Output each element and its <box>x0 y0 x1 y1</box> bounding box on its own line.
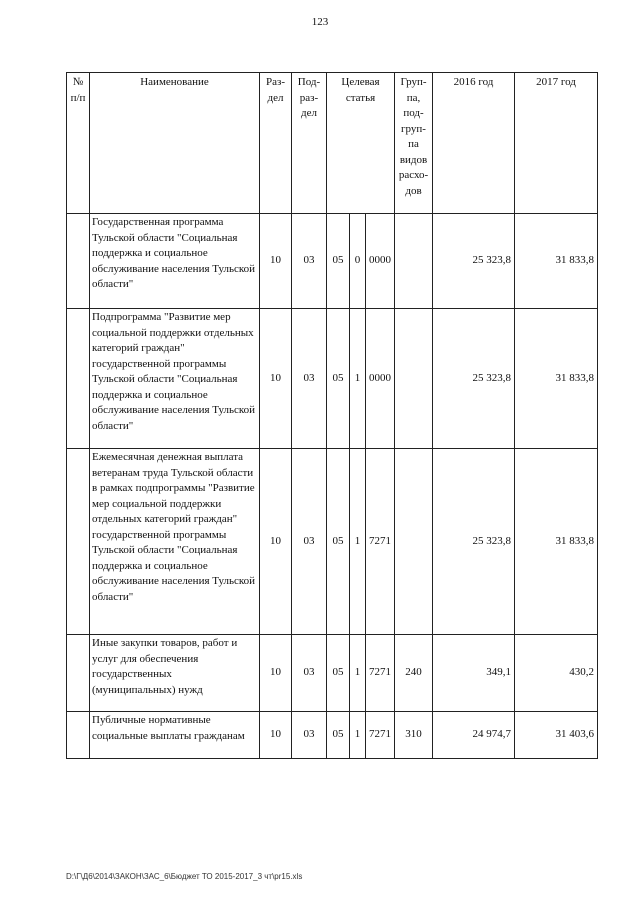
cell-name: Иные закупки товаров, работ и услуг для обеспечения государственных (муниципальных) нужд <box>90 635 260 712</box>
table-row <box>67 309 598 449</box>
cell-podrazdel: 03 <box>292 712 327 759</box>
col-header-no: № п/п <box>67 73 90 214</box>
cell-target-subprogram: 1 <box>350 712 366 759</box>
cell-name: Подпрограмма "Развитие мер социальной поддержки отдельных категорий граждан" государственной программы Тульской области "Социальная поддержка и социальное обслуживание населения Тульской области" <box>90 309 260 449</box>
cell-2016: 24 974,7 <box>433 712 515 759</box>
col-header-razdel: Раз- дел <box>260 73 292 214</box>
cell-2017: 31 833,8 <box>515 449 598 635</box>
cell-target-direction: 7271 <box>366 712 395 759</box>
cell-2016: 25 323,8 <box>433 309 515 449</box>
cell-podrazdel: 03 <box>292 309 327 449</box>
cell-2017: 31 403,6 <box>515 712 598 759</box>
page-number: 123 <box>311 16 329 28</box>
cell-target-direction: 7271 <box>366 449 395 635</box>
cell-group: 240 <box>395 635 433 712</box>
cell-target-subprogram: 1 <box>350 635 366 712</box>
cell-target-direction: 0000 <box>366 214 395 309</box>
cell-target-program: 05 <box>327 712 350 759</box>
cell-no <box>67 214 90 309</box>
col-header-2016: 2016 год <box>433 73 515 214</box>
table-row <box>67 449 598 635</box>
col-header-group: Груп- па, под- груп- па видов расхо- дов <box>395 73 433 214</box>
cell-razdel: 10 <box>260 449 292 635</box>
table-row <box>67 214 598 309</box>
cell-target-direction: 7271 <box>366 635 395 712</box>
cell-razdel: 10 <box>260 214 292 309</box>
cell-group <box>395 214 433 309</box>
cell-group <box>395 449 433 635</box>
budget-table <box>66 72 598 759</box>
cell-name: Государственная программа Тульской области "Социальная поддержка и социальное обслуживание населения Тульской области" <box>90 214 260 309</box>
cell-razdel: 10 <box>260 635 292 712</box>
cell-target-program: 05 <box>327 214 350 309</box>
cell-2016: 25 323,8 <box>433 214 515 309</box>
cell-podrazdel: 03 <box>292 635 327 712</box>
file-path-footer: D:\Г\Д6\2014\ЗАКОН\ЗАС_6\Бюджет ТО 2015-2017_3 чт\pr15.xls <box>66 872 303 881</box>
col-header-target: Целевая статья <box>327 73 395 214</box>
cell-target-program: 05 <box>327 449 350 635</box>
cell-razdel: 10 <box>260 309 292 449</box>
col-header-2017: 2017 год <box>515 73 598 214</box>
cell-no <box>67 449 90 635</box>
cell-2016: 25 323,8 <box>433 449 515 635</box>
cell-2017: 31 833,8 <box>515 214 598 309</box>
table-row <box>67 712 598 759</box>
cell-podrazdel: 03 <box>292 214 327 309</box>
cell-2017: 430,2 <box>515 635 598 712</box>
cell-no <box>67 635 90 712</box>
cell-target-subprogram: 1 <box>350 449 366 635</box>
cell-name: Публичные нормативные социальные выплаты гражданам <box>90 712 260 759</box>
table-header-row <box>67 73 598 214</box>
cell-target-subprogram: 0 <box>350 214 366 309</box>
table-row <box>67 635 598 712</box>
cell-2017: 31 833,8 <box>515 309 598 449</box>
col-header-name: Наименование <box>90 73 260 214</box>
cell-group: 310 <box>395 712 433 759</box>
cell-no <box>67 309 90 449</box>
cell-target-direction: 0000 <box>366 309 395 449</box>
cell-target-program: 05 <box>327 635 350 712</box>
cell-razdel: 10 <box>260 712 292 759</box>
cell-target-subprogram: 1 <box>350 309 366 449</box>
cell-target-program: 05 <box>327 309 350 449</box>
cell-no <box>67 712 90 759</box>
col-header-podrazdel: Под- раз- дел <box>292 73 327 214</box>
cell-group <box>395 309 433 449</box>
cell-name: Ежемесячная денежная выплата ветеранам труда Тульской области в рамках подпрограммы "Развитие мер социальной поддержки отдельных категорий граждан" государственной программы Тульской области "Социальная поддержка и социальное обслуживание населения Тульской области" <box>90 449 260 635</box>
cell-podrazdel: 03 <box>292 449 327 635</box>
cell-2016: 349,1 <box>433 635 515 712</box>
